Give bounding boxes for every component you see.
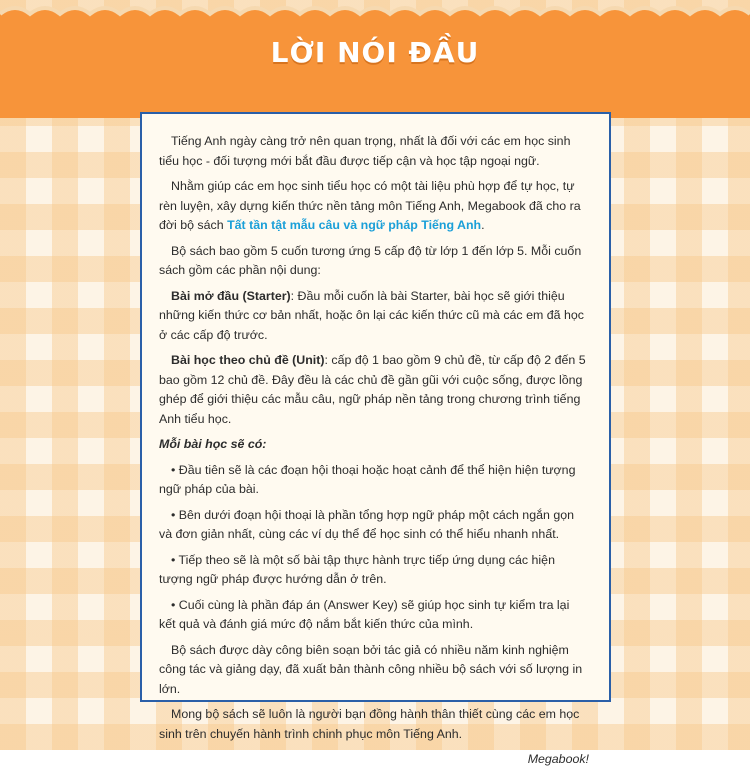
signature: Megabook! [527,752,589,766]
unit-paragraph [159,351,589,429]
page-title: LỜI NÓI ĐẦU [270,36,480,69]
bullet-item: • Bên dưới đoạn hội thoại là phần tổng hợp ngữ pháp một cách ngắn gọn và đơn giản nhất, cùng các ví dụ thể để học sinh có thể hiểu nhanh nhất. [159,507,574,541]
bullet-item: • Tiếp theo sẽ là một số bài tập thực hành trực tiếp ứng dụng các hiện tượng ngữ pháp được hướng dẫn ở trên. [159,552,555,586]
starter-label: Bài mở đầu (Starter) [171,288,291,303]
unit-label: Bài học theo chủ đề (Unit) [171,353,325,367]
starter-paragraph [159,287,589,346]
book-series-title: Tất tần tật mẫu câu và ngữ pháp Tiếng Anh [227,218,482,232]
starter-text: : Đầu mỗi cuốn là bài Starter, bài học sẽ giới thiệu những kiến thức cơ bản nhất, hoặc ôn lại các kiến thức cũ mà các em đã học ở các cấp độ trước. [159,288,584,342]
content-box [140,112,611,766]
intro-paragraph-1: Tiếng Anh ngày càng trở nên quan trọng, nhất là đối với các em học sinh tiểu học - đối tượng mới bắt đầu được tiếp cận và học tập ngoại ngữ. [159,134,571,168]
closing-paragraph-1: Bộ sách được dày công biên soạn bởi tác giả có nhiều năm kinh nghiệm công tác và giảng dạy, đã xuất bản thành công nhiều bộ sách với số lượng in lớn. [159,642,583,696]
lesson-heading [159,435,589,455]
lesson-heading-text: Mỗi bài học sẽ có: [159,437,267,451]
bullet-item: • Đầu tiên sẽ là các đoạn hội thoại hoặc hoạt cảnh để thể hiện hiện tượng ngữ pháp của bài. [159,462,576,496]
intro-2-text: Nhằm giúp các em học sinh tiểu học có một tài liệu phù hợp để tự học, tự rèn luyện, xây dựng kiến thức nền tảng môn Tiếng Anh, Megabook đã cho ra đời bộ sách [159,179,581,232]
intro-paragraph-3: Bộ sách bao gồm 5 cuốn tương ứng 5 cấp độ từ lớp 1 đến lớp 5. Mỗi cuốn sách gồm các phần nội dung: [159,243,582,277]
intro-paragraph-2 [159,177,589,236]
intro-2-end: . [481,218,485,232]
unit-text: : cấp độ 1 bao gồm 9 chủ đề, từ cấp độ 2 đến 5 bao gồm 12 chủ đề. Đây đều là các chủ đề gần gũi với cuộc sống, được lồng ghép để giới thiệu các mẫu câu, ngữ pháp nền tảng trong chương trình tiếng Anh tiểu học. [159,353,586,426]
closing-paragraph-2: Mong bộ sách sẽ luôn là người bạn đồng hành thân thiết cùng các em học sinh trên chuyến hành trình chinh phục môn Tiếng Anh. [159,707,580,741]
bullet-item: • Cuối cùng là phần đáp án (Answer Key) sẽ giúp học sinh tự kiểm tra lại kết quả và đánh giá mức độ nắm bắt kiến thức của mình. [159,597,570,631]
